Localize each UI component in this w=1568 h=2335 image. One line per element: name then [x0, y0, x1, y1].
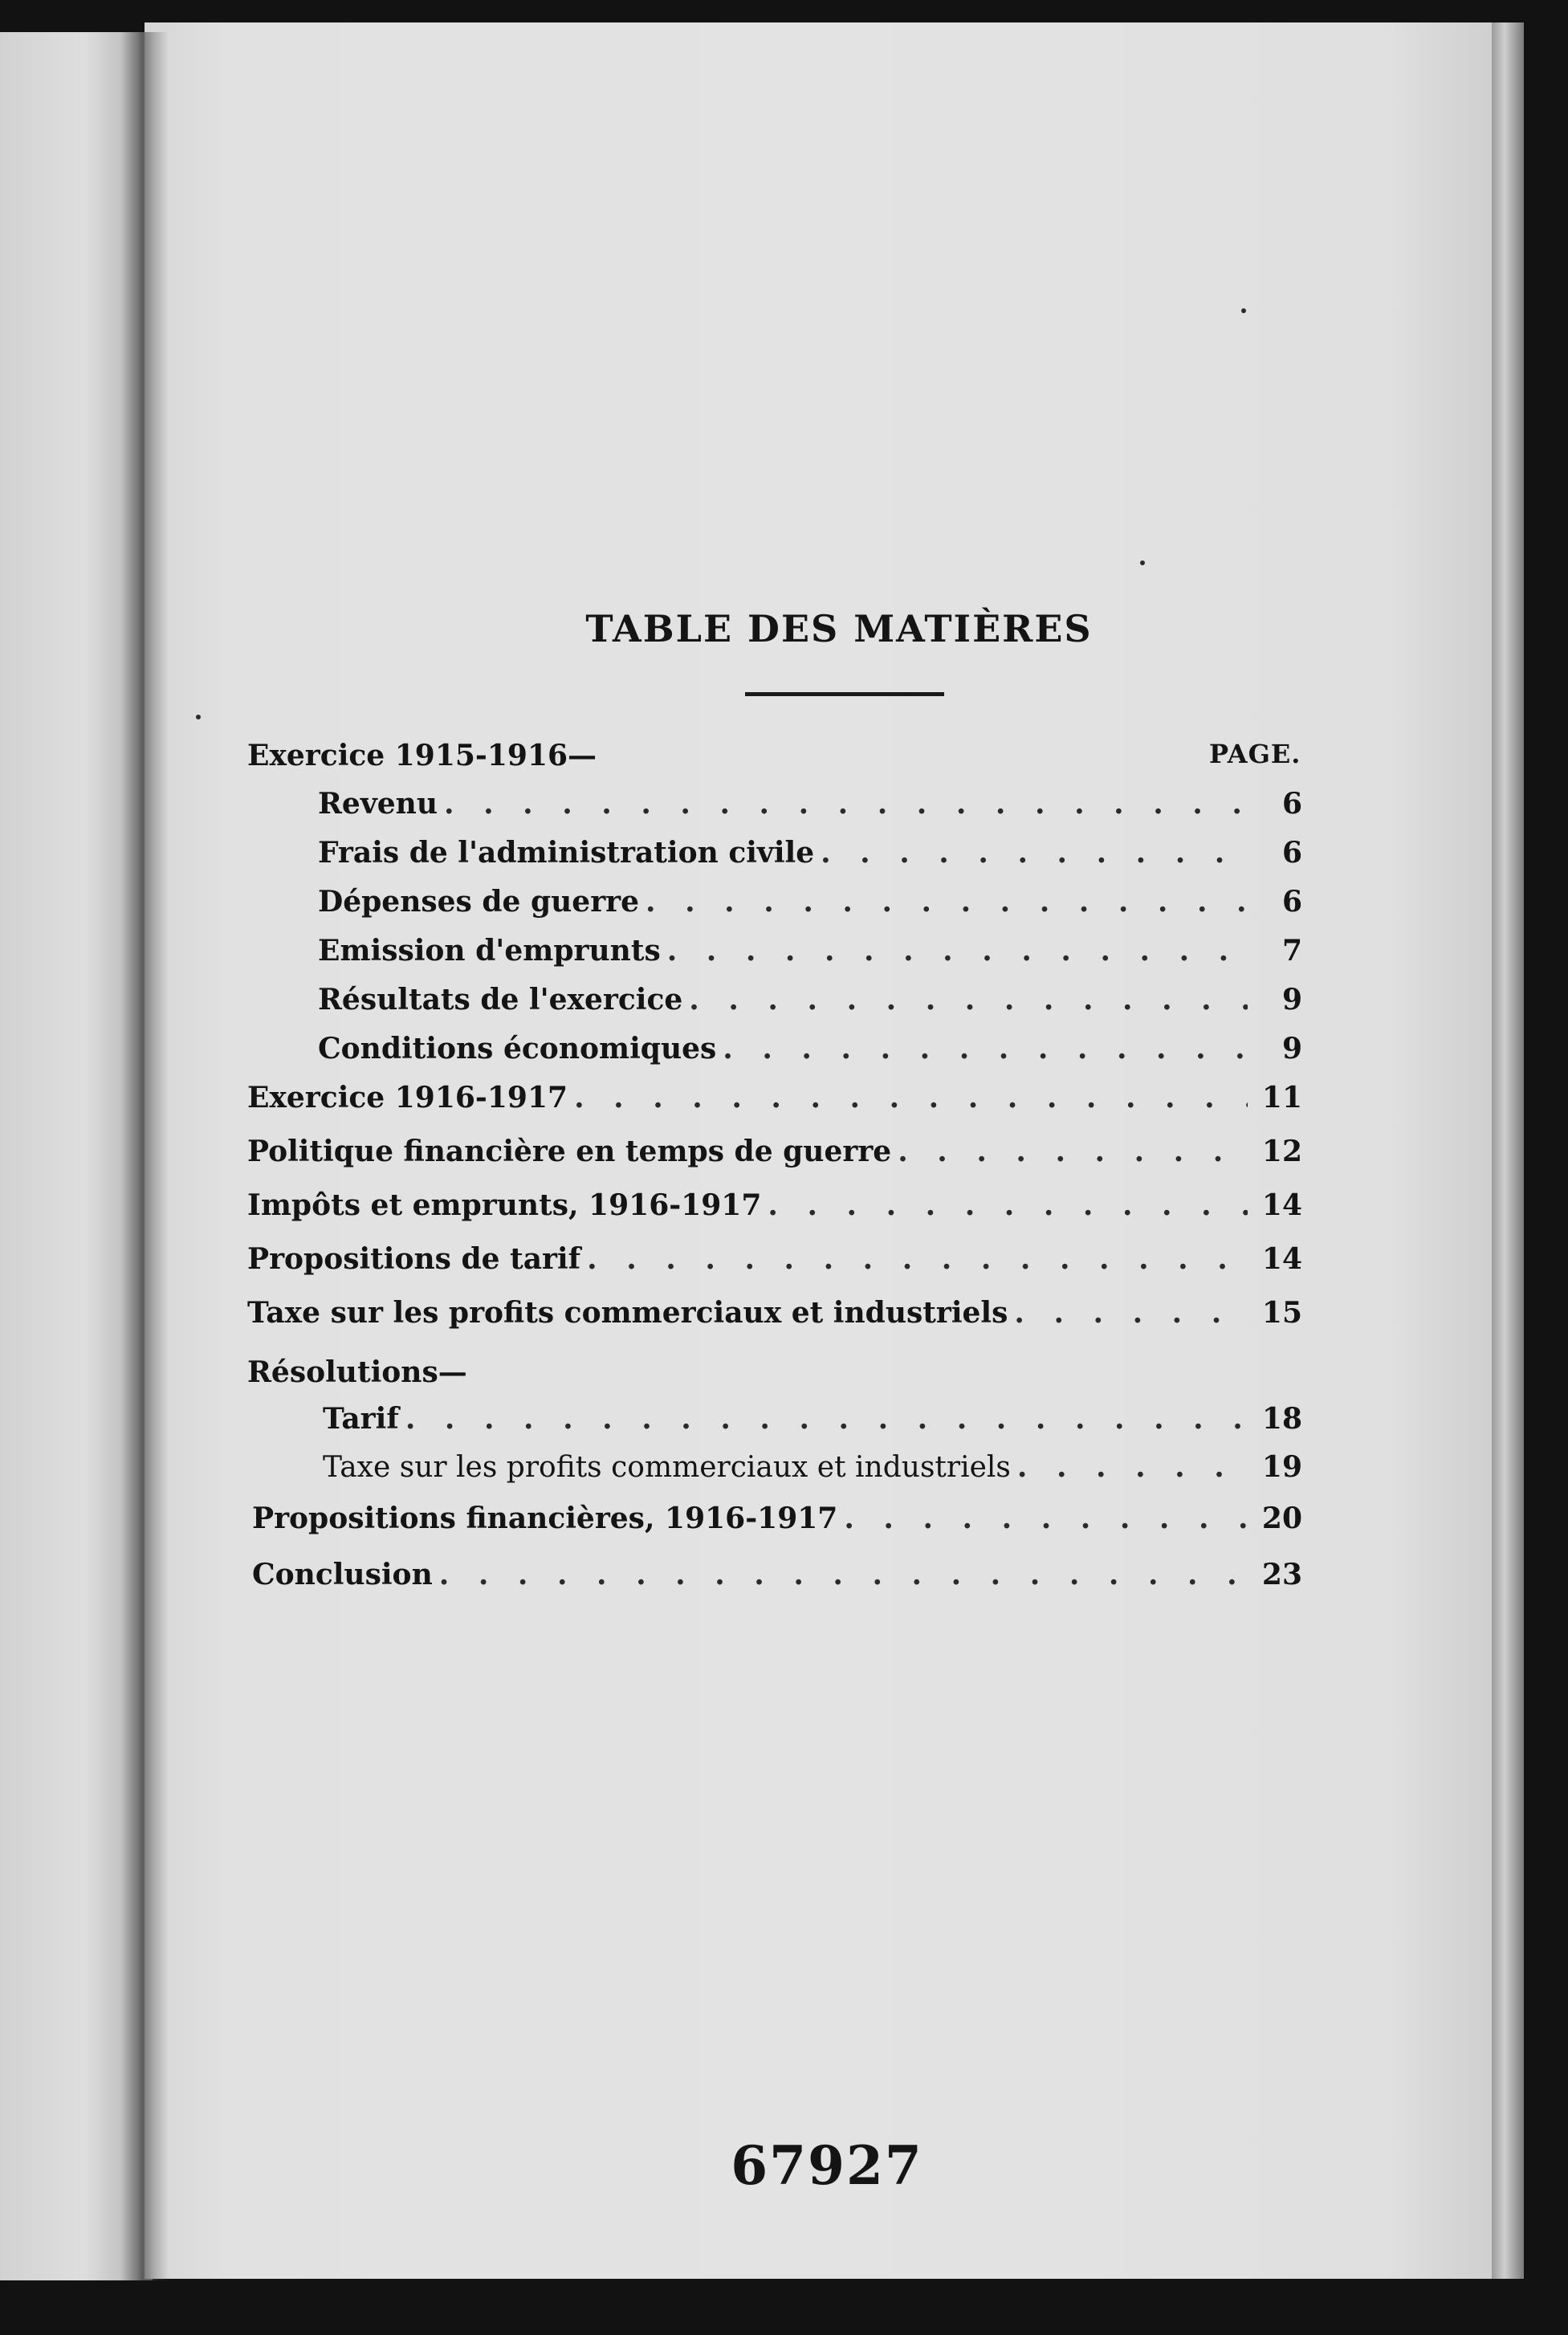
toc-entry-page: 9	[1281, 1032, 1302, 1066]
toc-entry	[318, 983, 1302, 1025]
toc-entry-label: Conditions économiques	[318, 1032, 717, 1066]
toc-entry	[247, 1188, 1302, 1230]
toc-entry-page: 20	[1261, 1502, 1302, 1535]
toc-entry-label: Conclusion	[252, 1558, 433, 1591]
toc-entry	[318, 934, 1302, 976]
toc-dot-leader	[399, 1402, 1248, 1436]
toc-entry-label: Impôts et emprunts, 1916-1917	[247, 1188, 762, 1222]
toc-entry-label: Dépenses de guerre	[318, 885, 640, 919]
toc-entry-label: Résultats de l'exercice	[318, 983, 683, 1017]
toc-entry-page: 6	[1281, 787, 1302, 821]
toc-entry-label: Taxe sur les profits commerciaux et industriels	[247, 1296, 1008, 1330]
book-page	[145, 22, 1493, 2279]
toc-entry	[252, 1558, 1302, 1599]
scan-speck	[196, 715, 201, 719]
toc-entry-label: Emission d'emprunts	[318, 934, 661, 968]
toc-entry	[318, 836, 1302, 878]
toc-entry-page: 19	[1261, 1450, 1302, 1484]
toc-dot-leader	[1011, 1450, 1248, 1484]
toc-entry	[247, 1296, 1302, 1338]
toc-dot-leader	[716, 1032, 1248, 1066]
title-rule	[745, 692, 944, 696]
toc-entry-page: 11	[1261, 1081, 1302, 1115]
catalog-number: 67927	[731, 2134, 923, 2197]
toc-dot-leader	[761, 1188, 1248, 1222]
toc-entry	[247, 1135, 1302, 1176]
page-block-edge	[1492, 22, 1524, 2279]
toc-dot-leader	[580, 1242, 1248, 1276]
toc-entry-page: 7	[1281, 934, 1302, 968]
toc-dot-leader	[568, 1081, 1248, 1115]
toc-entry	[323, 1402, 1302, 1444]
toc-entry-label: Politique financière en temps de guerre	[247, 1135, 892, 1168]
toc-entry	[252, 1502, 1302, 1543]
toc-entry-page: 14	[1261, 1188, 1302, 1222]
toc-entry-page: 18	[1261, 1402, 1302, 1436]
toc-entry-page: 6	[1281, 836, 1302, 870]
toc-entry-label: Tarif	[323, 1402, 399, 1436]
toc-dot-leader	[682, 983, 1248, 1017]
toc-entry-label: Propositions financières, 1916-1917	[252, 1502, 838, 1535]
toc-section-heading: Résolutions—	[247, 1355, 467, 1389]
toc-entry	[247, 1242, 1302, 1284]
toc-entry-label: Frais de l'administration civile	[318, 836, 815, 870]
toc-entry	[323, 1450, 1302, 1492]
scan-speck	[1241, 308, 1246, 313]
toc-entry	[247, 1081, 1302, 1123]
toc-entry-label: Exercice 1916-1917	[247, 1081, 568, 1115]
page-title: TABLE DES MATIÈRES	[585, 607, 1093, 650]
toc-entry	[318, 1032, 1302, 1074]
toc-dot-leader	[639, 885, 1248, 919]
binding-gutter	[120, 32, 169, 2280]
toc-entry-label: Revenu	[318, 787, 438, 821]
toc-entry-page: 9	[1281, 983, 1302, 1017]
scan-speck	[1140, 560, 1145, 565]
toc-dot-leader	[661, 934, 1248, 968]
toc-dot-leader	[433, 1558, 1248, 1591]
toc-dot-leader	[438, 787, 1248, 821]
toc-section-heading: Exercice 1915-1916—	[247, 739, 597, 772]
toc-dot-leader	[814, 836, 1248, 870]
toc-dot-leader	[1008, 1296, 1248, 1330]
toc-entry-page: 14	[1261, 1242, 1302, 1276]
toc-entry-page: 6	[1281, 885, 1302, 919]
toc-entry-label: Taxe sur les profits commerciaux et industriels	[323, 1451, 1011, 1484]
toc-entry	[318, 787, 1302, 829]
toc-entry-page: 23	[1261, 1558, 1302, 1591]
toc-dot-leader	[837, 1502, 1248, 1535]
toc-entry-page: 15	[1261, 1296, 1302, 1330]
toc-entry-label: Propositions de tarif	[247, 1242, 581, 1276]
toc-entry-page: 12	[1261, 1135, 1302, 1168]
page-column-heading: PAGE.	[1209, 739, 1301, 769]
toc-entry	[318, 885, 1302, 927]
toc-dot-leader	[891, 1135, 1248, 1168]
